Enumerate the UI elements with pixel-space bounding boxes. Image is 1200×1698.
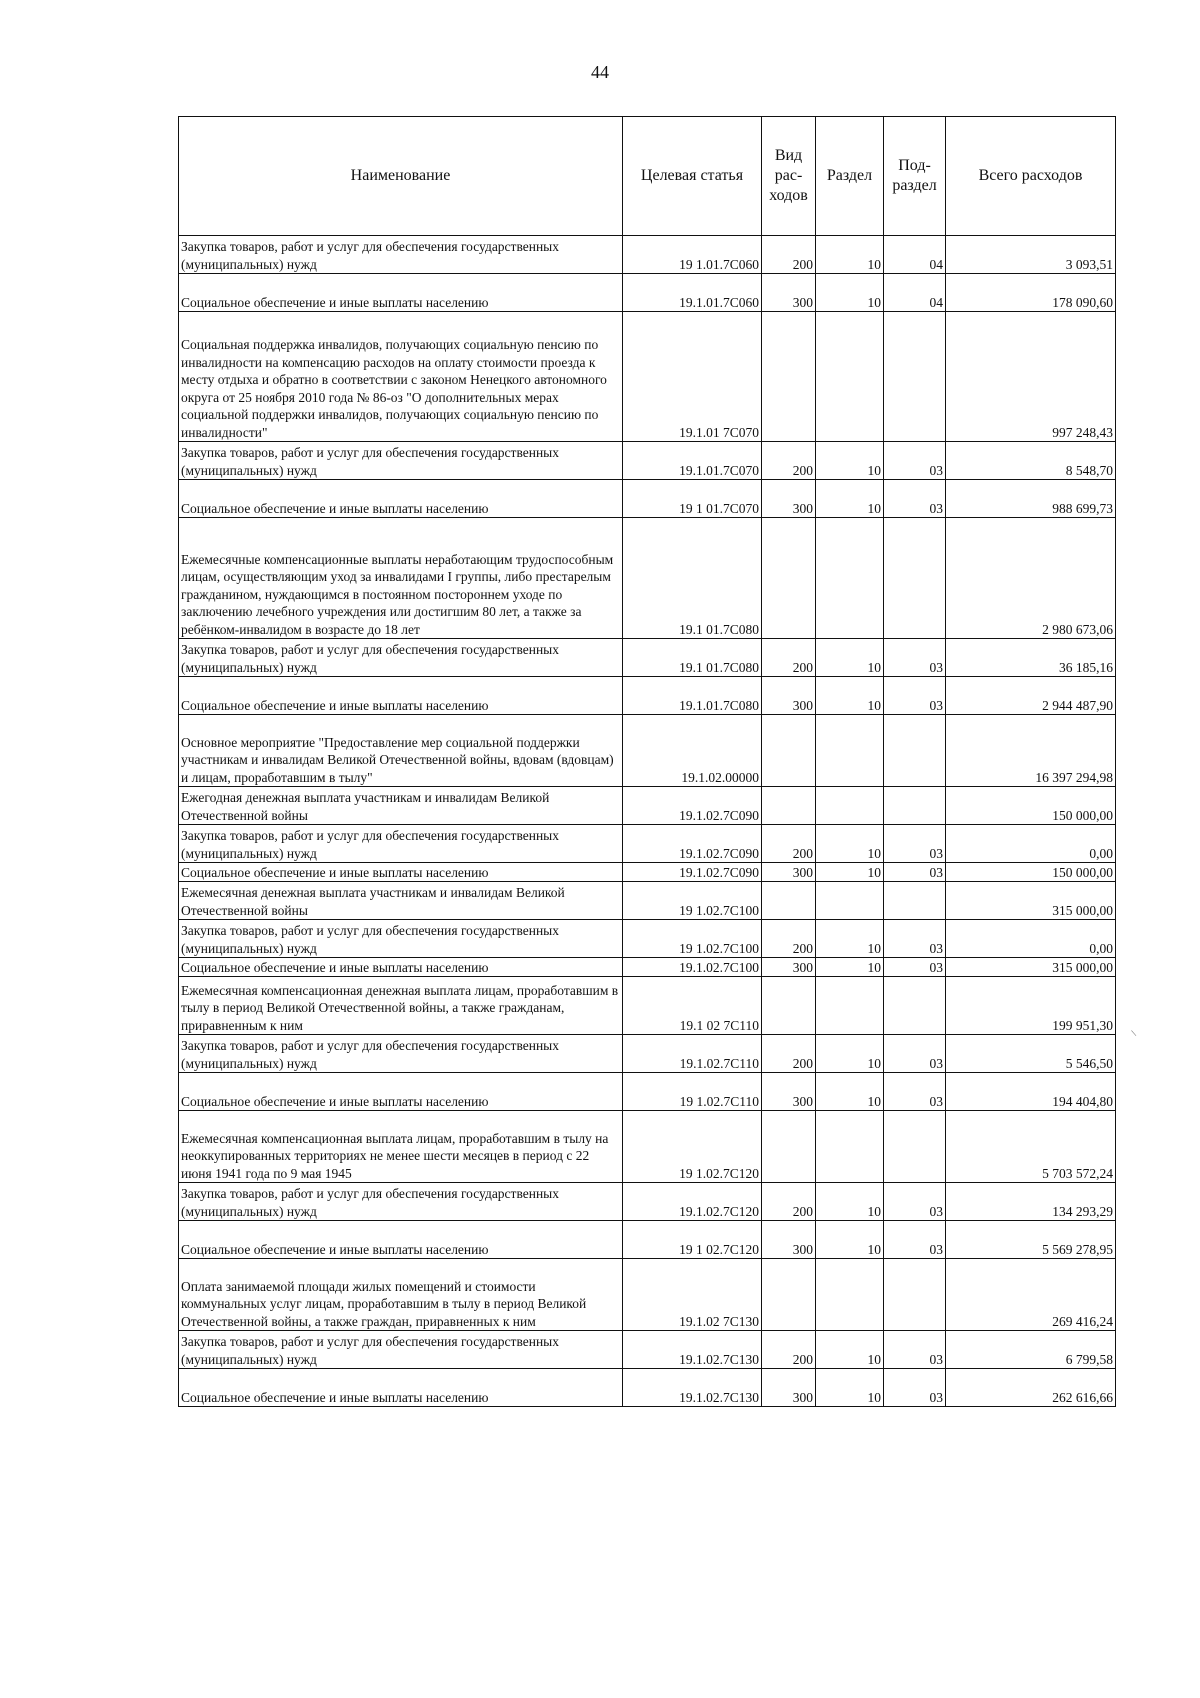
- table-row: [179, 1331, 1116, 1369]
- row-subsection: 03: [884, 958, 946, 977]
- row-name: Закупка товаров, работ и услуг для обеспечения государственных (муниципальных) нужд: [179, 1183, 623, 1221]
- row-subsection: [884, 1111, 946, 1183]
- row-name: Социальное обеспечение и иные выплаты населению: [179, 863, 623, 882]
- table-row: [179, 639, 1116, 677]
- row-subsection: 03: [884, 480, 946, 518]
- header-target-article: Целевая статья: [623, 117, 762, 236]
- row-name: Социальное обеспечение и иные выплаты населению: [179, 274, 623, 312]
- header-name: Наименование: [179, 117, 623, 236]
- row-subsection: 03: [884, 920, 946, 958]
- row-target-article: 19.1.02.7С090: [623, 825, 762, 863]
- row-target-article: 19.1.02.7С130: [623, 1331, 762, 1369]
- row-target-article: 19 1.02.7С120: [623, 1111, 762, 1183]
- table-row: [179, 715, 1116, 787]
- row-section: 10: [816, 1183, 884, 1221]
- row-subsection: 03: [884, 677, 946, 715]
- row-total: 150 000,00: [946, 863, 1116, 882]
- header-total: Всего расходов: [946, 117, 1116, 236]
- row-target-article: 19.1 02 7С110: [623, 977, 762, 1035]
- row-name: Ежемесячная денежная выплата участникам и инвалидам Великой Отечественной войны: [179, 882, 623, 920]
- row-name: Закупка товаров, работ и услуг для обеспечения государственных (муниципальных) нужд: [179, 639, 623, 677]
- row-total: 5 703 572,24: [946, 1111, 1116, 1183]
- row-expense-type: [762, 518, 816, 639]
- row-section: 10: [816, 442, 884, 480]
- table-row: [179, 1035, 1116, 1073]
- row-subsection: 04: [884, 274, 946, 312]
- row-section: 10: [816, 1035, 884, 1073]
- row-target-article: 19.1.02.7С110: [623, 1035, 762, 1073]
- row-expense-type: 200: [762, 825, 816, 863]
- row-expense-type: 300: [762, 677, 816, 715]
- table-row: [179, 518, 1116, 639]
- row-expense-type: 200: [762, 1331, 816, 1369]
- table-row: [179, 825, 1116, 863]
- row-name: Ежемесячная компенсационная денежная выплата лицам, проработавшим в тылу в период Великой Отечественной войны, а также гражданам, приравненным к ним: [179, 977, 623, 1035]
- row-subsection: 03: [884, 863, 946, 882]
- row-name: Закупка товаров, работ и услуг для обеспечения государственных (муниципальных) нужд: [179, 442, 623, 480]
- row-section: [816, 787, 884, 825]
- row-section: 10: [816, 1369, 884, 1407]
- row-subsection: 03: [884, 1331, 946, 1369]
- table-row: [179, 1073, 1116, 1111]
- row-subsection: 03: [884, 1035, 946, 1073]
- row-total: 2 980 673,06: [946, 518, 1116, 639]
- row-section: 10: [816, 825, 884, 863]
- row-expense-type: 300: [762, 1369, 816, 1407]
- row-target-article: 19.1.02.7С100: [623, 958, 762, 977]
- row-total: 150 000,00: [946, 787, 1116, 825]
- table-header-row: [179, 117, 1116, 236]
- row-section: [816, 518, 884, 639]
- row-target-article: 19.1.01 7С070: [623, 312, 762, 442]
- row-target-article: 19 1.02.7С100: [623, 920, 762, 958]
- header-section: Раздел: [816, 117, 884, 236]
- row-total: 194 404,80: [946, 1073, 1116, 1111]
- row-expense-type: [762, 977, 816, 1035]
- row-subsection: 03: [884, 1183, 946, 1221]
- row-name: Закупка товаров, работ и услуг для обеспечения государственных (муниципальных) нужд: [179, 825, 623, 863]
- row-total: 199 951,30: [946, 977, 1116, 1035]
- row-section: 10: [816, 1073, 884, 1111]
- row-name: Ежемесячные компенсационные выплаты неработающим трудоспособным лицам, осуществляющим уход за инвалидами I группы, либо престарелым гражданином, нуждающимся в постоянном постороннем уходе по заключению лечебного учреждения или достигшим 80 лет, а также за ребёнком-инвалидом в возрасте до 18 лет: [179, 518, 623, 639]
- header-subsection: [884, 117, 946, 236]
- row-expense-type: 300: [762, 1073, 816, 1111]
- row-section: 10: [816, 1221, 884, 1259]
- header-expense-type: [762, 117, 816, 236]
- row-total: 997 248,43: [946, 312, 1116, 442]
- row-section: [816, 312, 884, 442]
- row-name: Закупка товаров, работ и услуг для обеспечения государственных (муниципальных) нужд: [179, 1035, 623, 1073]
- row-subsection: [884, 787, 946, 825]
- table-row: [179, 677, 1116, 715]
- row-total: 315 000,00: [946, 958, 1116, 977]
- row-name: Социальное обеспечение и иные выплаты населению: [179, 677, 623, 715]
- table-row: [179, 312, 1116, 442]
- row-section: 10: [816, 920, 884, 958]
- row-expense-type: 200: [762, 639, 816, 677]
- row-expense-type: 300: [762, 1221, 816, 1259]
- row-target-article: 19.1.02.7С090: [623, 863, 762, 882]
- row-section: 10: [816, 958, 884, 977]
- row-subsection: [884, 882, 946, 920]
- page-number: 44: [591, 62, 609, 82]
- row-section: [816, 882, 884, 920]
- table-row: [179, 1259, 1116, 1331]
- header-subsection-line: раздел: [892, 177, 937, 194]
- row-target-article: 19.1.02.7С090: [623, 787, 762, 825]
- row-subsection: 03: [884, 1369, 946, 1407]
- row-subsection: [884, 715, 946, 787]
- row-section: [816, 977, 884, 1035]
- table-row: [179, 977, 1116, 1035]
- row-target-article: 19 1.02.7С100: [623, 882, 762, 920]
- row-target-article: 19.1 01.7С080: [623, 639, 762, 677]
- row-total: 5 569 278,95: [946, 1221, 1116, 1259]
- row-expense-type: 200: [762, 920, 816, 958]
- row-subsection: [884, 977, 946, 1035]
- stray-mark: /: [1128, 1029, 1140, 1038]
- table-row: [179, 236, 1116, 274]
- table-row: [179, 958, 1116, 977]
- row-total: 178 090,60: [946, 274, 1116, 312]
- table-row: [179, 480, 1116, 518]
- row-target-article: 19.1.01.7С080: [623, 677, 762, 715]
- header-expense-type-line: ходов: [769, 187, 808, 204]
- row-name: Ежегодная денежная выплата участникам и инвалидам Великой Отечественной войны: [179, 787, 623, 825]
- row-name: Социальное обеспечение и иные выплаты населению: [179, 480, 623, 518]
- row-total: 5 546,50: [946, 1035, 1116, 1073]
- row-target-article: 19.1 01.7С080: [623, 518, 762, 639]
- row-section: 10: [816, 236, 884, 274]
- table-row: [179, 1183, 1116, 1221]
- row-target-article: 19 1 02.7С120: [623, 1221, 762, 1259]
- row-total: 36 185,16: [946, 639, 1116, 677]
- row-name: Социальное обеспечение и иные выплаты населению: [179, 958, 623, 977]
- row-expense-type: 200: [762, 236, 816, 274]
- row-subsection: [884, 312, 946, 442]
- table-row: [179, 882, 1116, 920]
- row-total: 6 799,58: [946, 1331, 1116, 1369]
- row-name: Социальное обеспечение и иные выплаты населению: [179, 1073, 623, 1111]
- row-subsection: 03: [884, 825, 946, 863]
- row-expense-type: 200: [762, 442, 816, 480]
- row-subsection: 03: [884, 442, 946, 480]
- row-name: Закупка товаров, работ и услуг для обеспечения государственных (муниципальных) нужд: [179, 236, 623, 274]
- header-expense-type-line: Вид: [774, 147, 803, 164]
- table-row: [179, 787, 1116, 825]
- row-target-article: 19 1 01.7С070: [623, 480, 762, 518]
- row-section: 10: [816, 1331, 884, 1369]
- row-total: 134 293,29: [946, 1183, 1116, 1221]
- row-expense-type: 200: [762, 1183, 816, 1221]
- table-row: [179, 274, 1116, 312]
- row-target-article: 19 1.01.7С060: [623, 236, 762, 274]
- row-section: 10: [816, 274, 884, 312]
- row-total: 8 548,70: [946, 442, 1116, 480]
- row-name: Социальное обеспечение и иные выплаты населению: [179, 1221, 623, 1259]
- header-expense-type-line: рас-: [774, 167, 803, 184]
- row-subsection: 04: [884, 236, 946, 274]
- row-subsection: 03: [884, 1073, 946, 1111]
- row-name: Ежемесячная компенсационная выплата лицам, проработавшим в тылу на неоккупированных территориях не менее шести месяцев в период с 22 июня 1941 года по 9 мая 1945: [179, 1111, 623, 1183]
- row-name: Социальная поддержка инвалидов, получающих социальную пенсию по инвалидности на компенсацию расходов на оплату стоимости проезда к месту отдыха и обратно в соответствии с законом Ненецкого автономного округа от 25 ноября 2010 года № 86-оз "О дополнительных мерах социальной поддержки инвалидов, получающих социальную пенсию по инвалидности": [179, 312, 623, 442]
- row-section: 10: [816, 480, 884, 518]
- row-target-article: 19.1.02.7С130: [623, 1369, 762, 1407]
- row-target-article: 19.1.02.7С120: [623, 1183, 762, 1221]
- row-section: [816, 1111, 884, 1183]
- table-row: [179, 863, 1116, 882]
- row-expense-type: 200: [762, 1035, 816, 1073]
- row-name: Закупка товаров, работ и услуг для обеспечения государственных (муниципальных) нужд: [179, 1331, 623, 1369]
- table-row: [179, 1221, 1116, 1259]
- table-row: [179, 442, 1116, 480]
- row-section: 10: [816, 863, 884, 882]
- row-expense-type: [762, 787, 816, 825]
- row-total: 0,00: [946, 920, 1116, 958]
- row-expense-type: [762, 1111, 816, 1183]
- row-expense-type: [762, 1259, 816, 1331]
- row-expense-type: 300: [762, 863, 816, 882]
- row-section: [816, 715, 884, 787]
- row-expense-type: [762, 715, 816, 787]
- row-total: 988 699,73: [946, 480, 1116, 518]
- row-target-article: 19 1.02.7С110: [623, 1073, 762, 1111]
- row-total: 0,00: [946, 825, 1116, 863]
- budget-table: [178, 116, 1116, 1407]
- row-total: 262 616,66: [946, 1369, 1116, 1407]
- row-subsection: 03: [884, 639, 946, 677]
- row-target-article: 19.1.01.7С060: [623, 274, 762, 312]
- row-total: 2 944 487,90: [946, 677, 1116, 715]
- table-row: [179, 1111, 1116, 1183]
- row-subsection: [884, 518, 946, 639]
- row-expense-type: 300: [762, 274, 816, 312]
- row-expense-type: 300: [762, 480, 816, 518]
- header-subsection-line: Под-: [898, 157, 931, 174]
- row-expense-type: [762, 882, 816, 920]
- row-target-article: 19.1.02 7С130: [623, 1259, 762, 1331]
- row-name: Закупка товаров, работ и услуг для обеспечения государственных (муниципальных) нужд: [179, 920, 623, 958]
- row-expense-type: [762, 312, 816, 442]
- row-name: Основное мероприятие "Предоставление мер социальной поддержки участникам и инвалидам Великой Отечественной войны, вдовам (вдовцам) и лицам, проработавшим в тылу": [179, 715, 623, 787]
- row-section: [816, 1259, 884, 1331]
- table-row: [179, 1369, 1116, 1407]
- row-expense-type: 300: [762, 958, 816, 977]
- table-row: [179, 920, 1116, 958]
- row-target-article: 19.1.01.7С070: [623, 442, 762, 480]
- row-target-article: 19.1.02.00000: [623, 715, 762, 787]
- row-total: 315 000,00: [946, 882, 1116, 920]
- row-total: 16 397 294,98: [946, 715, 1116, 787]
- row-section: 10: [816, 677, 884, 715]
- row-name: Социальное обеспечение и иные выплаты населению: [179, 1369, 623, 1407]
- row-total: 269 416,24: [946, 1259, 1116, 1331]
- row-name: Оплата занимаемой площади жилых помещений и стоимости коммунальных услуг лицам, проработавшим в тылу в период Великой Отечественной войны, а также граждан, приравненных к ним: [179, 1259, 623, 1331]
- row-total: 3 093,51: [946, 236, 1116, 274]
- row-subsection: 03: [884, 1221, 946, 1259]
- row-subsection: [884, 1259, 946, 1331]
- row-section: 10: [816, 639, 884, 677]
